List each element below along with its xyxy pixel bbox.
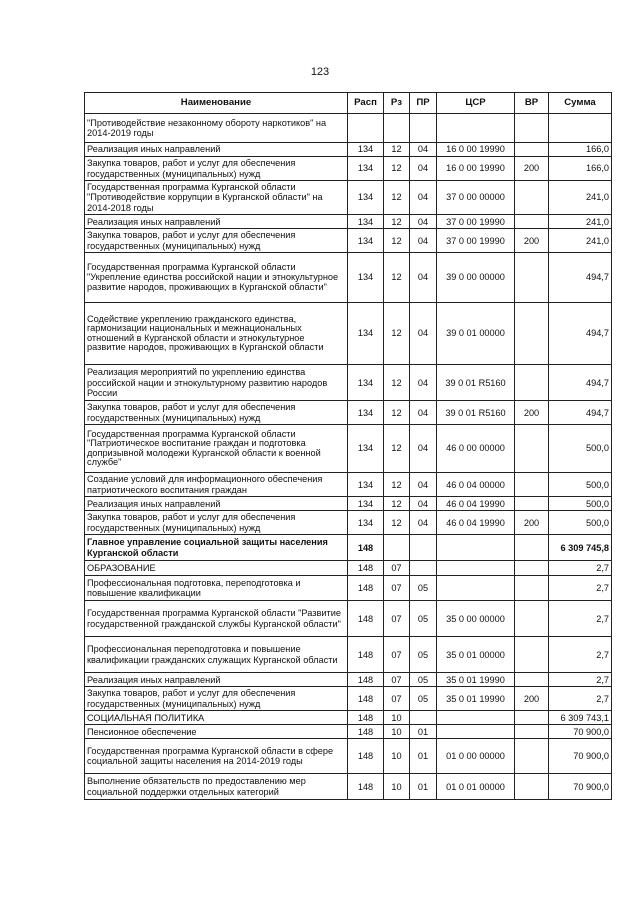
header-rasp: Расп (348, 93, 384, 114)
cell-rz: 07 (384, 601, 410, 637)
cell-csr: 39 0 00 00000 (437, 253, 515, 303)
cell-sum: 166,0 (549, 143, 612, 157)
table-row (85, 711, 612, 725)
table-row (85, 365, 612, 401)
table-row (85, 739, 612, 774)
cell-vr (515, 425, 549, 473)
cell-rasp: 134 (348, 511, 384, 535)
cell-rasp: 134 (348, 473, 384, 497)
table-row (85, 181, 612, 215)
budget-table (84, 92, 612, 800)
cell-csr: 35 0 01 19990 (437, 687, 515, 711)
cell-rasp: 134 (348, 229, 384, 253)
cell-pr (410, 114, 437, 143)
cell-name: Профессиональная переподготовка и повышение квалификации гражданских служащих Курганской области (85, 637, 348, 673)
cell-csr: 01 0 01 00000 (437, 774, 515, 800)
cell-sum: 494,7 (549, 303, 612, 365)
cell-csr: 37 0 00 00000 (437, 181, 515, 215)
cell-sum: 494,7 (549, 253, 612, 303)
cell-rasp: 134 (348, 253, 384, 303)
cell-csr (437, 711, 515, 725)
cell-name: Профессиональная подготовка, переподготовка и повышение квалификации (85, 576, 348, 601)
cell-pr: 04 (410, 215, 437, 229)
cell-vr (515, 774, 549, 800)
cell-pr: 04 (410, 303, 437, 365)
table-row (85, 511, 612, 535)
cell-vr (515, 365, 549, 401)
cell-csr: 46 0 04 19990 (437, 497, 515, 511)
cell-rz: 12 (384, 253, 410, 303)
table-row (85, 561, 612, 576)
cell-csr: 35 0 00 00000 (437, 601, 515, 637)
cell-pr: 04 (410, 253, 437, 303)
cell-name: Создание условий для информационного обеспечения патриотического воспитания граждан (85, 473, 348, 497)
cell-pr: 04 (410, 229, 437, 253)
cell-vr: 200 (515, 511, 549, 535)
cell-sum: 6 309 745,8 (549, 535, 612, 561)
header-sum: Сумма (549, 93, 612, 114)
cell-sum: 500,0 (549, 425, 612, 473)
table-row (85, 535, 612, 561)
cell-name: Реализация иных направлений (85, 215, 348, 229)
table-row (85, 114, 612, 143)
cell-vr: 200 (515, 401, 549, 425)
cell-rz: 10 (384, 739, 410, 774)
table-row (85, 229, 612, 253)
cell-rz: 12 (384, 401, 410, 425)
cell-rz: 12 (384, 229, 410, 253)
cell-sum: 494,7 (549, 401, 612, 425)
cell-rz: 12 (384, 497, 410, 511)
cell-vr (515, 215, 549, 229)
cell-vr (515, 303, 549, 365)
cell-name: Государственная программа Курганской области в сфере социальной защиты населения на 2014-2019 годы (85, 739, 348, 774)
cell-pr: 05 (410, 637, 437, 673)
header-vr: ВР (515, 93, 549, 114)
table-row (85, 637, 612, 673)
cell-pr: 04 (410, 181, 437, 215)
cell-sum (549, 114, 612, 143)
cell-rasp: 148 (348, 711, 384, 725)
cell-rasp: 148 (348, 535, 384, 561)
cell-pr: 04 (410, 425, 437, 473)
cell-sum: 241,0 (549, 215, 612, 229)
cell-sum: 500,0 (549, 511, 612, 535)
cell-vr (515, 739, 549, 774)
cell-name: Закупка товаров, работ и услуг для обеспечения государственных (муниципальных) нужд (85, 157, 348, 181)
cell-csr: 39 0 01 00000 (437, 303, 515, 365)
cell-rz: 12 (384, 511, 410, 535)
cell-sum: 2,7 (549, 561, 612, 576)
cell-rasp: 148 (348, 561, 384, 576)
cell-rz (384, 114, 410, 143)
table-row (85, 774, 612, 800)
cell-rz: 12 (384, 425, 410, 473)
cell-rz: 12 (384, 303, 410, 365)
cell-csr: 39 0 01 R5160 (437, 401, 515, 425)
cell-vr: 200 (515, 157, 549, 181)
cell-name: Выполнение обязательств по предоставлению мер социальной поддержки отдельных категорий (85, 774, 348, 800)
cell-vr (515, 473, 549, 497)
cell-csr (437, 576, 515, 601)
cell-rz: 12 (384, 181, 410, 215)
table-row (85, 303, 612, 365)
cell-rz: 12 (384, 143, 410, 157)
cell-vr (515, 576, 549, 601)
cell-pr: 04 (410, 473, 437, 497)
cell-rz: 07 (384, 576, 410, 601)
cell-pr: 04 (410, 511, 437, 535)
cell-sum: 70 900,0 (549, 739, 612, 774)
cell-sum: 500,0 (549, 473, 612, 497)
cell-rasp (348, 114, 384, 143)
cell-rasp: 148 (348, 637, 384, 673)
cell-rz: 12 (384, 215, 410, 229)
cell-csr: 16 0 00 19990 (437, 157, 515, 181)
table-row (85, 157, 612, 181)
cell-vr (515, 561, 549, 576)
cell-name: Содействие укреплению гражданского единства, гармонизации национальных и межнациональных отношений в Курганской области и этнокультурное развитие народов, проживающих в Курганской области (85, 303, 348, 365)
cell-rz: 07 (384, 673, 410, 687)
cell-vr (515, 637, 549, 673)
cell-rasp: 134 (348, 143, 384, 157)
cell-rz: 07 (384, 687, 410, 711)
cell-pr: 04 (410, 497, 437, 511)
cell-pr: 01 (410, 725, 437, 739)
cell-csr: 35 0 01 19990 (437, 673, 515, 687)
page-number: 123 (310, 66, 330, 78)
cell-pr: 04 (410, 143, 437, 157)
cell-name: Реализация иных направлений (85, 673, 348, 687)
cell-pr: 05 (410, 687, 437, 711)
cell-name: ОБРАЗОВАНИЕ (85, 561, 348, 576)
cell-name: Закупка товаров, работ и услуг для обеспечения государственных (муниципальных) нужд (85, 401, 348, 425)
cell-vr (515, 181, 549, 215)
cell-rz: 12 (384, 473, 410, 497)
cell-csr: 46 0 04 19990 (437, 511, 515, 535)
cell-vr (515, 114, 549, 143)
cell-rasp: 148 (348, 601, 384, 637)
cell-name: СОЦИАЛЬНАЯ ПОЛИТИКА (85, 711, 348, 725)
cell-rasp: 134 (348, 181, 384, 215)
cell-vr (515, 143, 549, 157)
table-row (85, 687, 612, 711)
cell-sum: 70 900,0 (549, 774, 612, 800)
table-row (85, 143, 612, 157)
cell-sum: 2,7 (549, 576, 612, 601)
cell-pr: 04 (410, 401, 437, 425)
cell-pr: 01 (410, 774, 437, 800)
cell-pr: 05 (410, 673, 437, 687)
cell-rasp: 134 (348, 157, 384, 181)
cell-name: Закупка товаров, работ и услуг для обеспечения государственных (муниципальных) нужд (85, 687, 348, 711)
cell-csr: 01 0 00 00000 (437, 739, 515, 774)
cell-pr (410, 711, 437, 725)
cell-csr (437, 535, 515, 561)
cell-vr: 200 (515, 229, 549, 253)
cell-sum: 70 900,0 (549, 725, 612, 739)
cell-sum: 6 309 743,1 (549, 711, 612, 725)
table-row (85, 725, 612, 739)
cell-pr: 05 (410, 576, 437, 601)
table-row (85, 601, 612, 637)
cell-name: "Противодействие незаконному обороту наркотиков" на 2014-2019 годы (85, 114, 348, 143)
cell-vr (515, 673, 549, 687)
table-row (85, 497, 612, 511)
cell-vr: 200 (515, 687, 549, 711)
cell-csr: 46 0 00 00000 (437, 425, 515, 473)
table-row (85, 253, 612, 303)
header-name: Наименование (85, 93, 348, 114)
cell-csr (437, 725, 515, 739)
cell-name: Государственная программа Курганской области "Патриотическое воспитание граждан и подготовка допризывной молодежи Курганской области к военной службе" (85, 425, 348, 473)
header-pr: ПР (410, 93, 437, 114)
cell-csr: 39 0 01 R5160 (437, 365, 515, 401)
table-row (85, 576, 612, 601)
cell-sum: 2,7 (549, 637, 612, 673)
cell-vr (515, 711, 549, 725)
cell-rasp: 148 (348, 774, 384, 800)
cell-name: Главное управление социальной защиты населения Курганской области (85, 535, 348, 561)
cell-vr (515, 725, 549, 739)
cell-name: Реализация иных направлений (85, 143, 348, 157)
cell-pr: 04 (410, 365, 437, 401)
cell-name: Реализация иных направлений (85, 497, 348, 511)
cell-csr (437, 114, 515, 143)
cell-rasp: 134 (348, 425, 384, 473)
cell-pr: 05 (410, 601, 437, 637)
cell-csr: 46 0 04 00000 (437, 473, 515, 497)
cell-rasp: 134 (348, 497, 384, 511)
table-row (85, 215, 612, 229)
header-rz: Рз (384, 93, 410, 114)
cell-sum: 2,7 (549, 687, 612, 711)
cell-rasp: 148 (348, 725, 384, 739)
cell-sum: 2,7 (549, 673, 612, 687)
header-row (85, 93, 612, 114)
cell-sum: 2,7 (549, 601, 612, 637)
cell-rz: 07 (384, 561, 410, 576)
cell-csr: 37 0 00 19990 (437, 215, 515, 229)
cell-sum: 500,0 (549, 497, 612, 511)
table-row (85, 473, 612, 497)
cell-pr (410, 535, 437, 561)
cell-sum: 241,0 (549, 229, 612, 253)
cell-name: Государственная программа Курганской области "Укрепление единства российской нации и этнокультурное развитие народов, проживающих в Курганской области" (85, 253, 348, 303)
cell-rasp: 148 (348, 576, 384, 601)
cell-csr (437, 561, 515, 576)
cell-pr (410, 561, 437, 576)
cell-rz: 10 (384, 725, 410, 739)
cell-rasp: 134 (348, 401, 384, 425)
cell-rasp: 148 (348, 739, 384, 774)
cell-name: Государственная программа Курганской области "Развитие государственной гражданской службы Курганской области" (85, 601, 348, 637)
cell-sum: 241,0 (549, 181, 612, 215)
cell-csr: 16 0 00 19990 (437, 143, 515, 157)
cell-csr: 35 0 01 00000 (437, 637, 515, 673)
cell-csr: 37 0 00 19990 (437, 229, 515, 253)
cell-rz: 10 (384, 774, 410, 800)
cell-pr: 01 (410, 739, 437, 774)
cell-rz: 12 (384, 157, 410, 181)
cell-pr: 04 (410, 157, 437, 181)
cell-rz (384, 535, 410, 561)
table-row (85, 401, 612, 425)
cell-rasp: 148 (348, 687, 384, 711)
cell-sum: 166,0 (549, 157, 612, 181)
cell-vr (515, 601, 549, 637)
cell-rasp: 134 (348, 303, 384, 365)
cell-rasp: 134 (348, 215, 384, 229)
cell-rasp: 148 (348, 673, 384, 687)
cell-vr (515, 535, 549, 561)
cell-rz: 07 (384, 637, 410, 673)
cell-name: Реализация мероприятий по укреплению единства российской нации и этнокультурному развитию народов России (85, 365, 348, 401)
cell-vr (515, 497, 549, 511)
table-row (85, 425, 612, 473)
table-row (85, 673, 612, 687)
cell-rz: 12 (384, 365, 410, 401)
cell-name: Закупка товаров, работ и услуг для обеспечения государственных (муниципальных) нужд (85, 229, 348, 253)
cell-name: Государственная программа Курганской области "Противодействие коррупции в Курганской области" на 2014-2018 годы (85, 181, 348, 215)
cell-name: Закупка товаров, работ и услуг для обеспечения государственных (муниципальных) нужд (85, 511, 348, 535)
cell-name: Пенсионное обеспечение (85, 725, 348, 739)
cell-rasp: 134 (348, 365, 384, 401)
cell-vr (515, 253, 549, 303)
cell-sum: 494,7 (549, 365, 612, 401)
cell-rz: 10 (384, 711, 410, 725)
header-csr: ЦСР (437, 93, 515, 114)
